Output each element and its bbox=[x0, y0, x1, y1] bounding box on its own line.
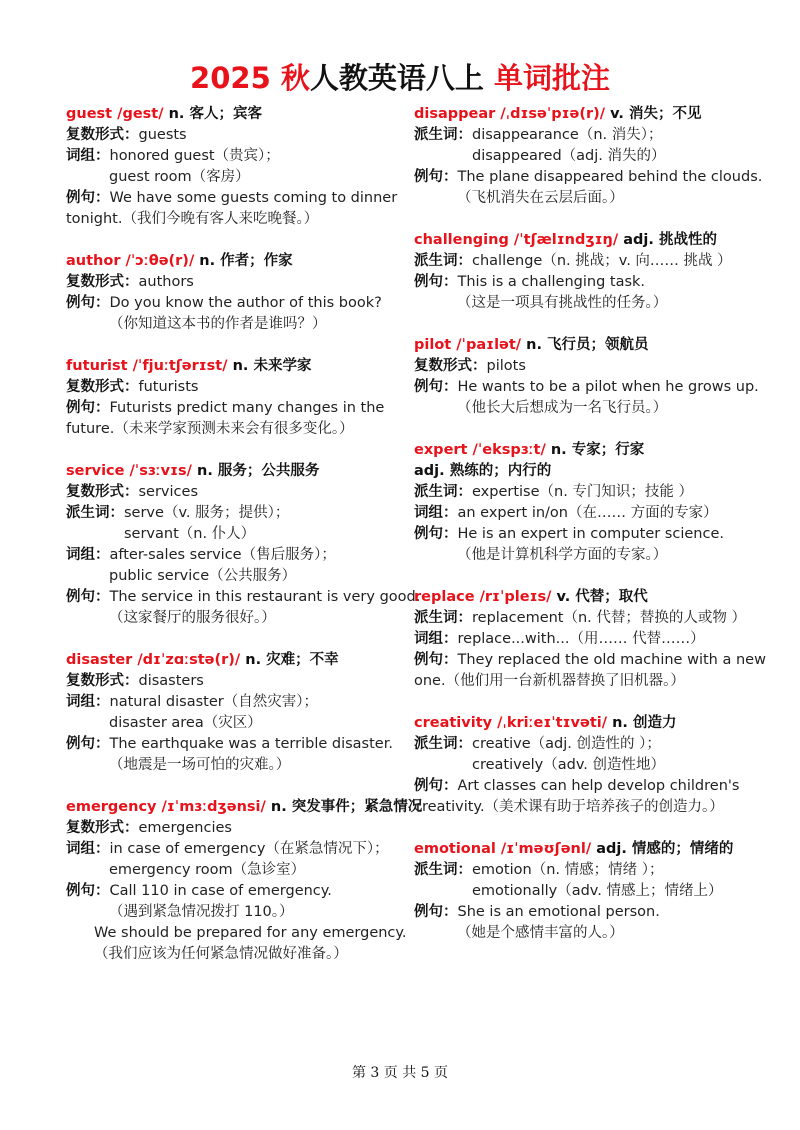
entry-detail-line bbox=[414, 608, 764, 629]
detail-text: expertise（n. 专门知识；技能 ） bbox=[472, 484, 694, 500]
part-of-speech: adj. 情感的；情绪的 bbox=[596, 841, 734, 857]
vocab-entry bbox=[66, 797, 423, 965]
entry-detail-line bbox=[66, 146, 396, 167]
entry-headword-line bbox=[414, 104, 764, 125]
detail-label: 例句： bbox=[66, 400, 110, 416]
part-of-speech: n. 突发事件；紧急情况 bbox=[270, 799, 423, 815]
detail-label: 词组： bbox=[66, 547, 110, 563]
entry-detail-line bbox=[414, 272, 764, 293]
detail-text: Futurists predict many changes in the bbox=[109, 400, 385, 416]
detail-text: （他长大后想成为一名飞行员。） bbox=[457, 400, 668, 416]
detail-text: （飞机消失在云层后面。） bbox=[457, 190, 624, 206]
detail-label: 词组： bbox=[66, 841, 110, 857]
detail-label: 例句： bbox=[414, 169, 458, 185]
detail-text: challenge（n. 挑战；v. 向…… 挑战 ） bbox=[472, 253, 732, 269]
headword: creativity /ˌkriːeɪˈtɪvəti/ bbox=[414, 715, 608, 731]
part-of-speech: n. 未来学家 bbox=[232, 358, 312, 374]
part-of-speech: n. 创造力 bbox=[612, 715, 677, 731]
entry-detail-line bbox=[414, 251, 764, 272]
detail-label: 复数形式： bbox=[66, 673, 139, 689]
detail-label: 例句： bbox=[66, 295, 110, 311]
detail-text: services bbox=[138, 484, 198, 500]
detail-text: pilots bbox=[486, 358, 526, 374]
vocab-entry bbox=[66, 104, 396, 230]
entry-detail-line bbox=[414, 881, 764, 902]
vocab-entry bbox=[66, 650, 396, 776]
entry-headword-line bbox=[414, 440, 764, 461]
detail-text: （他是计算机科学方面的专家。） bbox=[457, 547, 668, 563]
headword: author /ˈɔːθə(r)/ bbox=[66, 253, 195, 269]
detail-text: Do you know the author of this book? bbox=[109, 295, 382, 311]
part-of-speech: n. 飞行员；领航员 bbox=[526, 337, 649, 353]
entry-headword-line bbox=[66, 251, 396, 272]
detail-text: We have some guests coming to dinner bbox=[109, 190, 398, 206]
entry-detail-line bbox=[414, 734, 764, 755]
entry-detail-line bbox=[414, 671, 764, 692]
detail-text: servant（n. 仆人） bbox=[124, 526, 256, 542]
detail-text: （遇到紧急情况拨打 110。） bbox=[109, 904, 294, 920]
detail-text: （地震是一场可怕的灾难。） bbox=[109, 757, 291, 773]
detail-label: 词组： bbox=[66, 694, 110, 710]
entry-detail-line bbox=[66, 524, 396, 545]
entry-detail-line bbox=[66, 755, 396, 776]
detail-text: natural disaster（自然灾害）； bbox=[109, 694, 318, 710]
detail-label: 例句： bbox=[414, 379, 458, 395]
headword: emotional /ɪˈməʊʃənl/ bbox=[414, 841, 592, 857]
detail-label: 派生词： bbox=[414, 736, 472, 752]
entry-headword-line bbox=[414, 839, 764, 860]
vocab-entry bbox=[66, 356, 396, 440]
title-year: 2025 秋 bbox=[190, 61, 310, 95]
detail-text: serve（v. 服务；提供）； bbox=[124, 505, 290, 521]
entry-headword-line bbox=[66, 104, 396, 125]
entry-headword-line bbox=[414, 713, 764, 734]
entry-detail-line bbox=[414, 755, 764, 776]
entry-detail-line bbox=[414, 146, 764, 167]
part-of-speech: v. 代替；取代 bbox=[556, 589, 648, 605]
part-of-speech: n. 作者；作家 bbox=[199, 253, 293, 269]
detail-text: future.（未来学家预测未来会有很多变化。） bbox=[66, 421, 354, 437]
entry-detail-line bbox=[66, 608, 396, 629]
entry-detail-line bbox=[66, 671, 396, 692]
detail-label: 复数形式： bbox=[66, 127, 139, 143]
vocab-entry bbox=[66, 251, 396, 335]
entry-detail-line bbox=[66, 398, 396, 419]
detail-text: The service in this restaurant is very good. bbox=[109, 589, 421, 605]
detail-label: adj. 熟练的；内行的 bbox=[414, 463, 552, 479]
detail-label: 例句： bbox=[414, 778, 458, 794]
entry-detail-line bbox=[414, 545, 764, 566]
detail-label: 例句： bbox=[414, 652, 458, 668]
right-column bbox=[414, 104, 764, 965]
detail-text: She is an emotional person. bbox=[457, 904, 660, 920]
detail-text: an expert in/on（在…… 方面的专家） bbox=[457, 505, 718, 521]
page-footer: 第 3 页 共 5 页 bbox=[351, 1065, 449, 1081]
entry-detail-line bbox=[66, 902, 396, 923]
vocab-entry bbox=[414, 587, 764, 692]
left-column bbox=[66, 104, 423, 986]
vocab-entry bbox=[414, 440, 764, 566]
detail-label: 派生词： bbox=[414, 253, 472, 269]
headword: futurist /ˈfjuːtʃərɪst/ bbox=[66, 358, 228, 374]
entry-detail-line bbox=[66, 272, 396, 293]
entry-detail-line bbox=[66, 125, 396, 146]
entry-detail-line bbox=[414, 503, 764, 524]
detail-label: 词组： bbox=[414, 505, 458, 521]
detail-text: This is a challenging task. bbox=[457, 274, 646, 290]
entry-detail-line bbox=[66, 734, 396, 755]
detail-text: disappeared（adj. 消失的） bbox=[472, 148, 666, 164]
detail-label: 派生词： bbox=[414, 127, 472, 143]
entry-detail-line bbox=[66, 482, 396, 503]
part-of-speech: adj. 挑战性的 bbox=[623, 232, 717, 248]
entry-detail-line bbox=[66, 209, 396, 230]
detail-label: 例句： bbox=[66, 190, 110, 206]
detail-label: 派生词： bbox=[66, 505, 124, 521]
entry-detail-line bbox=[66, 419, 396, 440]
detail-label: 复数形式： bbox=[66, 274, 139, 290]
entry-detail-line bbox=[414, 293, 764, 314]
detail-text: guest room（客房） bbox=[109, 169, 250, 185]
entry-detail-line bbox=[414, 776, 764, 797]
detail-text: one.（他们用一台新机器替换了旧机器。） bbox=[414, 673, 685, 689]
vocab-entry bbox=[414, 839, 764, 944]
entry-headword-line bbox=[414, 335, 764, 356]
detail-label: 复数形式： bbox=[66, 484, 139, 500]
detail-text: He is an expert in computer science. bbox=[457, 526, 724, 542]
detail-text: after-sales service（售后服务）； bbox=[109, 547, 336, 563]
detail-label: 例句： bbox=[414, 904, 458, 920]
entry-headword-line bbox=[414, 230, 764, 251]
detail-label: 词组： bbox=[66, 148, 110, 164]
detail-text: emotionally（adv. 情感上；情绪上） bbox=[472, 883, 723, 899]
entry-detail-line bbox=[414, 629, 764, 650]
detail-text: emergencies bbox=[138, 820, 232, 836]
entry-detail-line bbox=[66, 167, 396, 188]
detail-label: 例句： bbox=[414, 526, 458, 542]
detail-label: 例句： bbox=[414, 274, 458, 290]
part-of-speech: n. 客人；宾客 bbox=[168, 106, 262, 122]
detail-text: replace...with...（用…… 代替……） bbox=[457, 631, 705, 647]
page-title bbox=[0, 56, 800, 100]
detail-text: disappearance（n. 消失）； bbox=[472, 127, 663, 143]
detail-text: honored guest（贵宾）； bbox=[109, 148, 280, 164]
entry-headword-line bbox=[66, 797, 423, 818]
detail-text: Art classes can help develop children's bbox=[457, 778, 740, 794]
entry-detail-line bbox=[414, 188, 764, 209]
entry-detail-line bbox=[66, 839, 396, 860]
detail-text: disaster area（灾区） bbox=[109, 715, 262, 731]
headword: challenging /ˈtʃælɪndʒɪŋ/ bbox=[414, 232, 619, 248]
detail-label: 复数形式： bbox=[66, 379, 139, 395]
detail-text: （她是个感情丰富的人。） bbox=[457, 925, 624, 941]
detail-text: （这是一项具有挑战性的任务。） bbox=[457, 295, 668, 311]
entry-detail-line bbox=[66, 818, 396, 839]
detail-label: 派生词： bbox=[414, 484, 472, 500]
part-of-speech: n. 灾难；不幸 bbox=[245, 652, 339, 668]
entry-detail-line bbox=[414, 398, 764, 419]
entry-detail-line bbox=[414, 797, 764, 818]
entry-detail-line bbox=[66, 692, 396, 713]
entry-detail-line bbox=[66, 377, 396, 398]
entry-detail-line bbox=[66, 503, 396, 524]
entry-detail-line bbox=[66, 188, 396, 209]
headword: disappear /ˌdɪsəˈpɪə(r)/ bbox=[414, 106, 606, 122]
entry-detail-line bbox=[414, 356, 764, 377]
title-subject: 人教英语八上 bbox=[309, 61, 494, 95]
headword: replace /rɪˈpleɪs/ bbox=[414, 589, 552, 605]
title-topic: 单词批注 bbox=[493, 61, 610, 95]
detail-text: creatively（adv. 创造性地） bbox=[472, 757, 666, 773]
headword: disaster /dɪˈzɑːstə(r)/ bbox=[66, 652, 241, 668]
entry-detail-line bbox=[414, 377, 764, 398]
entry-detail-line bbox=[414, 524, 764, 545]
detail-text: He wants to be a pilot when he grows up. bbox=[457, 379, 759, 395]
part-of-speech: v. 消失；不见 bbox=[610, 106, 702, 122]
detail-text: creative（adj. 创造性的 ）； bbox=[472, 736, 661, 752]
entry-headword-line bbox=[66, 461, 396, 482]
detail-text: authors bbox=[138, 274, 194, 290]
detail-text: The earthquake was a terrible disaster. bbox=[109, 736, 393, 752]
entry-detail-line bbox=[66, 860, 396, 881]
headword: emergency /ɪˈmɜːdʒənsi/ bbox=[66, 799, 266, 815]
entry-detail-line bbox=[414, 902, 764, 923]
headword: guest /gest/ bbox=[66, 106, 164, 122]
headword: service /ˈsɜːvɪs/ bbox=[66, 463, 192, 479]
entry-headword-line bbox=[414, 587, 764, 608]
entry-headword-line bbox=[66, 650, 396, 671]
headword: expert /ˈekspɜːt/ bbox=[414, 442, 546, 458]
detail-label: 派生词： bbox=[414, 610, 472, 626]
entry-detail-line bbox=[66, 944, 396, 965]
detail-text: We should be prepared for any emergency. bbox=[94, 925, 407, 941]
detail-text: The plane disappeared behind the clouds. bbox=[457, 169, 763, 185]
part-of-speech: n. 专家；行家 bbox=[550, 442, 645, 458]
detail-text: disasters bbox=[138, 673, 204, 689]
detail-label: 复数形式： bbox=[414, 358, 487, 374]
part-of-speech: n. 服务；公共服务 bbox=[197, 463, 320, 479]
detail-label: 例句： bbox=[66, 589, 110, 605]
detail-text: public service（公共服务） bbox=[109, 568, 297, 584]
vocab-entry bbox=[414, 335, 764, 419]
detail-text: Call 110 in case of emergency. bbox=[109, 883, 332, 899]
entry-detail-line bbox=[414, 860, 764, 881]
vocab-entry bbox=[414, 104, 764, 209]
detail-text: futurists bbox=[138, 379, 199, 395]
entry-detail-line bbox=[66, 713, 396, 734]
detail-text: in case of emergency（在紧急情况下）； bbox=[109, 841, 389, 857]
detail-text: creativity.（美术课有助于培养孩子的创造力。） bbox=[414, 799, 724, 815]
entry-detail-line bbox=[414, 167, 764, 188]
entry-detail-line bbox=[66, 545, 396, 566]
detail-text: （你知道这本书的作者是谁吗？） bbox=[109, 316, 327, 332]
detail-text: emotion（n. 情感；情绪 ）； bbox=[472, 862, 664, 878]
entry-detail-line bbox=[414, 125, 764, 146]
detail-text: guests bbox=[138, 127, 187, 143]
entry-detail-line bbox=[414, 461, 764, 482]
detail-label: 例句： bbox=[66, 883, 110, 899]
detail-text: emergency room（急诊室） bbox=[109, 862, 306, 878]
detail-text: （这家餐厅的服务很好。） bbox=[109, 610, 276, 626]
detail-text: （我们应该为任何紧急情况做好准备。） bbox=[94, 946, 348, 962]
detail-text: tonight.（我们今晚有客人来吃晚餐。） bbox=[66, 211, 319, 227]
vocab-entry bbox=[414, 713, 764, 818]
detail-text: replacement（n. 代替；替换的人或物 ） bbox=[472, 610, 747, 626]
entry-detail-line bbox=[66, 293, 396, 314]
entry-detail-line bbox=[414, 482, 764, 503]
vocab-entry bbox=[414, 230, 764, 314]
detail-text: They replaced the old machine with a new bbox=[457, 652, 766, 668]
entry-headword-line bbox=[66, 356, 396, 377]
entry-detail-line bbox=[414, 650, 764, 671]
entry-detail-line bbox=[414, 923, 764, 944]
detail-label: 例句： bbox=[66, 736, 110, 752]
detail-label: 派生词： bbox=[414, 862, 472, 878]
detail-label: 复数形式： bbox=[66, 820, 139, 836]
entry-detail-line bbox=[66, 881, 396, 902]
detail-label: 词组： bbox=[414, 631, 458, 647]
entry-detail-line bbox=[66, 314, 396, 335]
entry-detail-line bbox=[66, 923, 407, 944]
vocab-entry bbox=[66, 461, 421, 629]
entry-detail-line bbox=[66, 566, 396, 587]
entry-detail-line bbox=[66, 587, 421, 608]
headword: pilot /ˈpaɪlət/ bbox=[414, 337, 522, 353]
